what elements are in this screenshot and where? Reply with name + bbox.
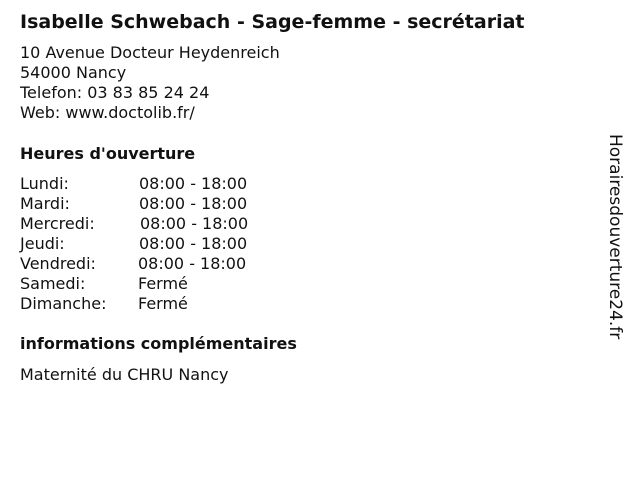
hours-row-saturday (20, 274, 320, 294)
site-watermark: Horairesdouverture24.fr (605, 134, 625, 340)
city-address: 54000 Nancy (20, 63, 127, 82)
day-hours: 08:00 - 18:00 (139, 234, 248, 253)
address-block (20, 43, 280, 123)
hours-row-sunday (20, 294, 320, 314)
day-hours: Fermé (138, 274, 188, 293)
day-label: Vendredi: (20, 254, 96, 273)
day-hours: 08:00 - 18:00 (139, 194, 248, 213)
day-hours: 08:00 - 18:00 (138, 254, 247, 273)
website: Web: www.doctolib.fr/ (20, 103, 195, 122)
day-label: Lundi: (20, 174, 69, 193)
additional-info-heading: informations complémentaires (20, 334, 297, 353)
day-hours: 08:00 - 18:00 (140, 214, 249, 233)
day-label: Samedi: (20, 274, 86, 293)
hours-row-monday (20, 174, 320, 194)
page-title: Isabelle Schwebach - Sage-femme - secrétariat (20, 11, 525, 33)
day-label: Mercredi: (20, 214, 95, 233)
hours-row-thursday (20, 234, 320, 254)
day-label: Dimanche: (20, 294, 107, 313)
hours-row-friday (20, 254, 320, 274)
opening-hours-heading: Heures d'ouverture (20, 144, 196, 163)
day-hours: Fermé (138, 294, 188, 313)
day-hours: 08:00 - 18:00 (139, 174, 248, 193)
opening-hours-table (20, 174, 320, 314)
hours-row-tuesday (20, 194, 320, 214)
additional-info-text: Maternité du CHRU Nancy (20, 365, 229, 384)
street-address: 10 Avenue Docteur Heydenreich (20, 43, 280, 62)
day-label: Mardi: (20, 194, 70, 213)
hours-row-wednesday (20, 214, 320, 234)
phone-number: Telefon: 03 83 85 24 24 (20, 83, 210, 102)
day-label: Jeudi: (20, 234, 65, 253)
